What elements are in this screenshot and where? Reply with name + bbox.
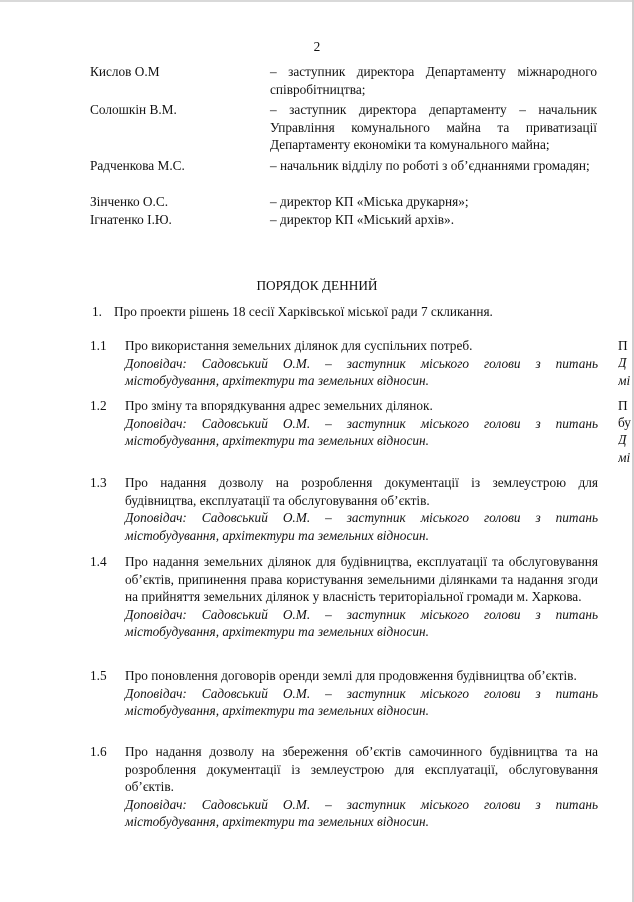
item-speaker: Доповідач: Садовський О.М. – заступник міського голови з питань містобудування, архітектури та земельних відносин. (125, 510, 598, 543)
attendee-role: – начальник відділу по роботі з об’єднаннями громадян; (270, 158, 590, 173)
attendee-role: – заступник директора Департаменту міжнародного співробітництва; (270, 64, 597, 97)
item-speaker: Доповідач: Садовський О.М. – заступник міського голови з питань містобудування, архітектури та земельних відносин. (125, 685, 598, 718)
agenda-item (125, 337, 598, 390)
attendee-name: Ігнатенко І.Ю. (90, 212, 172, 227)
margin-fragment: П (618, 398, 628, 413)
item-speaker: Доповідач: Садовський О.М. – заступник міського голови з питань містобудування, архітектури та земельних відносин. (125, 796, 598, 829)
item-speaker: Доповідач: Садовський О.М. – заступник міського голови з питань містобудування, архітектури та земельних відносин. (125, 355, 598, 388)
margin-fragment: Д (618, 355, 627, 370)
item-number: 1.5 (90, 668, 107, 683)
item-number: 1.4 (90, 554, 107, 569)
section-title: Про проекти рішень 18 сесії Харківської міської ради 7 скликання. (114, 304, 493, 319)
page-top-edge (0, 0, 634, 2)
agenda-item (125, 397, 598, 450)
attendee-role: – директор КП «Міський архів». (270, 212, 455, 227)
item-title: Про використання земельних ділянок для суспільних потреб. (125, 338, 473, 353)
section-number: 1. (92, 304, 102, 319)
item-title: Про поновлення договорів оренди землі для продовження будівництва об’єктів. (125, 668, 577, 683)
item-number: 1.2 (90, 398, 107, 413)
item-title: Про зміну та впорядкування адрес земельних ділянок. (125, 398, 433, 413)
item-title: Про надання земельних ділянок для будівництва, експлуатації та обслуговування об’єктів, припинення права користування земельними ділянками та надання згоди на прийняття земельних ділянок у власність територіальної громади м. Харкова. (125, 554, 598, 604)
attendee-role: – директор КП «Міська друкарня»; (270, 194, 469, 209)
item-title: Про надання дозволу на збереження об’єктів самочинного будівництва та на розроблення документації із землеустрою для експлуатації, обслуговування об’єктів. (125, 744, 598, 794)
margin-fragment: бу (618, 415, 631, 430)
item-speaker: Доповідач: Садовський О.М. – заступник міського голови з питань містобудування, архітектури та земельних відносин. (125, 606, 598, 639)
page-number: 2 (313, 39, 321, 54)
margin-fragment: Д (618, 432, 627, 447)
margin-fragment: мі (618, 450, 631, 465)
margin-fragment: П (618, 338, 628, 353)
item-number: 1.6 (90, 744, 107, 759)
agenda-item (125, 667, 598, 720)
attendee-name: Солошкін В.М. (90, 102, 177, 117)
item-number: 1.1 (90, 338, 107, 353)
agenda-item (125, 553, 598, 641)
attendee-name: Радченкова М.С. (90, 158, 185, 173)
agenda-heading: ПОРЯДОК ДЕННИЙ (256, 278, 378, 293)
item-speaker: Доповідач: Садовський О.М. – заступник міського голови з питань містобудування, архітектури та земельних відносин. (125, 415, 598, 448)
agenda-item (125, 743, 598, 831)
margin-fragment: мі (618, 373, 631, 388)
agenda-item (125, 474, 598, 544)
attendee-name: Кислов О.М (90, 64, 160, 79)
item-number: 1.3 (90, 475, 107, 490)
attendee-role: – заступник директора департаменту – начальник Управління комунального майна та приватизації Департаменту економіки та комунального майна; (270, 102, 597, 152)
attendee-name: Зінченко О.С. (90, 194, 169, 209)
item-title: Про надання дозволу на розроблення документації із землеустрою для будівництва, експлуатації та обслуговування об’єктів. (125, 475, 598, 508)
